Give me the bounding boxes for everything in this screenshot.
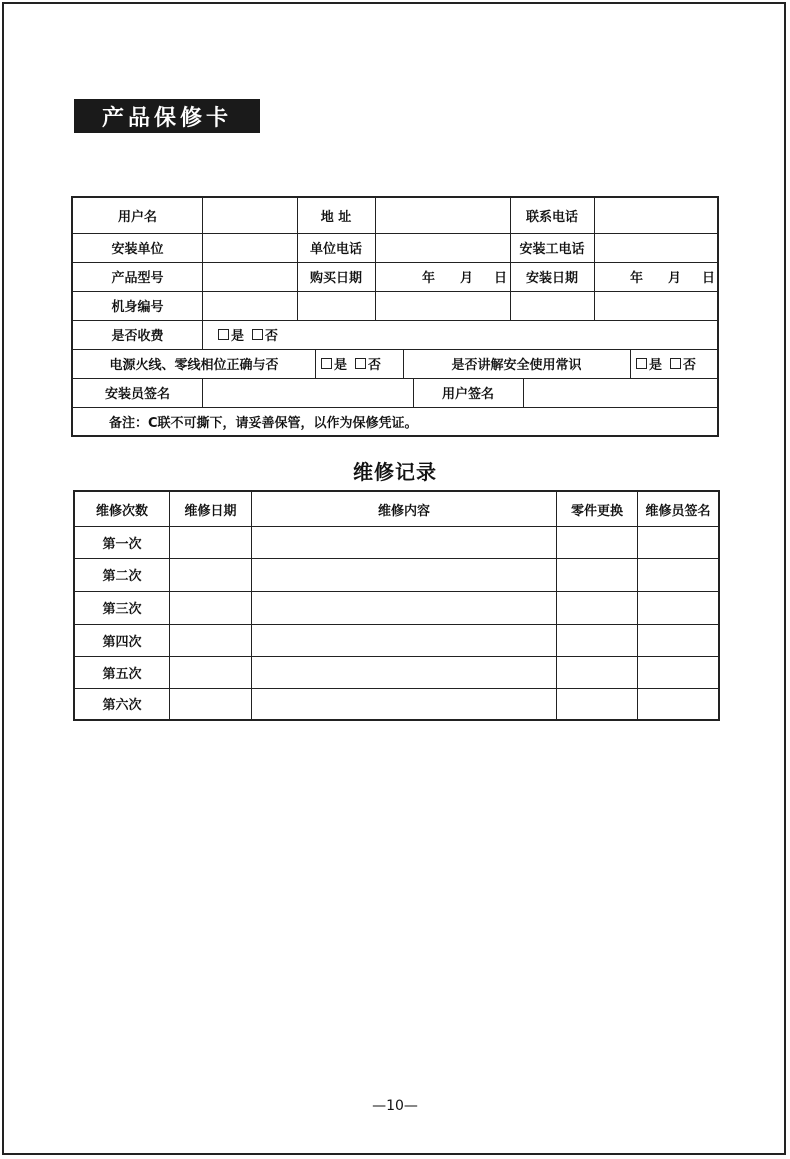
purchase-day-label: 日 [494, 271, 508, 286]
field-install-date[interactable] [595, 262, 717, 291]
label-charged: 是否收费 [111, 329, 164, 344]
field-user-name[interactable] [203, 198, 297, 233]
field-purchase-date[interactable] [376, 262, 510, 291]
label-install-date: 安装日期 [525, 271, 578, 286]
charged-yes-option[interactable]: 是 [218, 325, 244, 344]
safety-options [636, 349, 717, 378]
checkbox-icon[interactable] [321, 358, 332, 369]
field-unit-phone[interactable] [376, 233, 510, 262]
page-title: 产品保修卡 [74, 99, 260, 133]
checkbox-icon[interactable] [252, 329, 263, 340]
row-label-2: 第二次 [102, 569, 142, 584]
label-serial-number: 机身编号 [111, 300, 164, 315]
purchase-month-label: 月 [460, 271, 474, 286]
label-wiring-check: 电源火线、零线相位正确与否 [109, 358, 279, 373]
field-serial-number[interactable] [203, 291, 297, 320]
field-product-model[interactable] [203, 262, 297, 291]
field-installer-sign[interactable] [203, 378, 413, 407]
install-month-label: 月 [668, 271, 682, 286]
wiring-options [321, 349, 403, 378]
row-label-1: 第一次 [102, 536, 142, 552]
field-serial-extra-3[interactable] [511, 291, 594, 320]
note-text: 备注：C联不可撕下，请妥善保管，以作为保修凭证。 [109, 416, 418, 431]
field-contact-phone[interactable] [595, 198, 717, 233]
install-year-label: 年 [630, 271, 644, 286]
label-installer-phone: 安装工电话 [519, 242, 585, 257]
label-user-name: 用户名 [117, 210, 157, 225]
label-product-model: 产品型号 [111, 271, 164, 286]
row-label-4: 第四次 [102, 634, 142, 650]
header-repair-count: 维修次数 [95, 503, 148, 519]
label-purchase-date: 购买日期 [309, 271, 362, 286]
checkbox-icon[interactable] [355, 358, 366, 369]
wiring-yes-option[interactable]: 是 [321, 354, 347, 373]
checkbox-icon[interactable] [670, 358, 681, 369]
repair-record-title: 维修记录 [353, 460, 437, 484]
wiring-no-option[interactable]: 否 [355, 354, 381, 373]
label-user-sign: 用户签名 [441, 387, 494, 402]
safety-no-option[interactable]: 否 [670, 354, 696, 373]
row-label-5: 第五次 [102, 666, 142, 682]
field-serial-extra-4[interactable] [595, 291, 717, 320]
label-safety-explained: 是否讲解安全使用常识 [451, 358, 582, 373]
page-number: —10— [372, 1098, 418, 1114]
field-user-sign[interactable] [524, 378, 717, 407]
label-installer-sign: 安装员签名 [104, 387, 170, 402]
row-label-3: 第三次 [102, 602, 142, 617]
charged-no-option[interactable]: 否 [252, 325, 278, 344]
charged-options [218, 320, 418, 349]
checkbox-icon[interactable] [218, 329, 229, 340]
field-serial-extra-1[interactable] [298, 291, 375, 320]
header-parts-replaced: 零件更换 [570, 503, 623, 519]
warranty-card-table [71, 196, 719, 437]
label-contact-phone: 联系电话 [525, 210, 578, 225]
repair-record-table [73, 490, 720, 721]
field-installer-phone[interactable] [595, 233, 717, 262]
header-technician-sign: 维修员签名 [645, 503, 711, 519]
row-label-6: 第六次 [102, 698, 142, 713]
label-install-unit: 安装单位 [111, 242, 164, 257]
label-address: 地 址 [320, 210, 352, 225]
field-serial-extra-2[interactable] [376, 291, 510, 320]
header-repair-content: 维修内容 [377, 503, 430, 519]
checkbox-icon[interactable] [636, 358, 647, 369]
purchase-year-label: 年 [422, 271, 436, 286]
safety-yes-option[interactable]: 是 [636, 354, 662, 373]
install-day-label: 日 [702, 271, 716, 286]
field-install-unit[interactable] [203, 233, 297, 262]
label-unit-phone: 单位电话 [309, 242, 362, 257]
field-address[interactable] [376, 198, 510, 233]
header-repair-date: 维修日期 [184, 503, 237, 519]
